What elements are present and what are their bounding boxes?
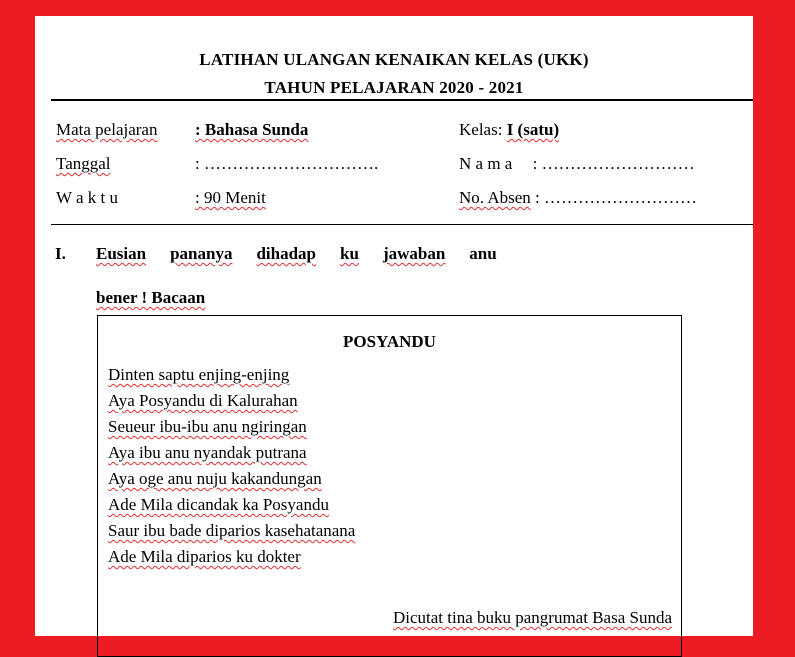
date-label: Tanggal [56, 154, 111, 173]
document-page [35, 16, 753, 636]
subject-value: : Bahasa Sunda [195, 120, 309, 139]
exam-title: LATIHAN ULANGAN KENAIKAN KELAS (UKK) [199, 50, 589, 69]
question-instruction: Eusian pananya dihadap ku jawaban anu [96, 244, 497, 263]
time-label: W a k t u [56, 188, 119, 207]
class-field [459, 120, 559, 140]
question-instruction-cont: bener ! Bacaan [96, 288, 206, 307]
poem-line: Ade Mila dicandak ka Posyandu [108, 495, 329, 514]
reading-title: POSYANDU [343, 332, 436, 351]
class-value: I (satu) [506, 120, 560, 139]
absence-number-field [459, 188, 697, 208]
name-label: N a m a [459, 154, 513, 173]
reading-text [108, 362, 355, 570]
subject-label: Mata pelajaran [56, 120, 158, 139]
class-label: Kelas: [459, 120, 503, 139]
header-divider [51, 99, 753, 101]
name-field [459, 154, 695, 174]
time-value: : 90 Menit [195, 188, 266, 207]
poem-line: Dinten saptu enjing-enjing [108, 365, 290, 384]
info-divider [51, 224, 753, 225]
poem-line: Ade Mila diparios ku dokter [108, 547, 301, 566]
absence-number-value: : ……………………… [535, 188, 698, 207]
reading-source: Dicutat tina buku pangrumat Basa Sunda [392, 608, 672, 627]
poem-line: Aya ibu anu nyandak putrana [108, 443, 307, 462]
poem-line: Saur ibu bade diparios kasehatanana [108, 521, 356, 540]
poem-line: Aya oge anu nuju kakandungan [108, 469, 322, 488]
poem-line: Seueur ibu-ibu anu ngiringan [108, 417, 307, 436]
date-value: : …………………………. [195, 154, 379, 173]
name-value: : ……………………… [532, 154, 695, 173]
reading-box [97, 315, 682, 657]
absence-number-label: No. Absen [459, 188, 531, 207]
school-year: TAHUN PELAJARAN 2020 - 2021 [264, 78, 524, 97]
question-number: I. [55, 244, 66, 263]
poem-line: Aya Posyandu di Kalurahan [108, 391, 298, 410]
